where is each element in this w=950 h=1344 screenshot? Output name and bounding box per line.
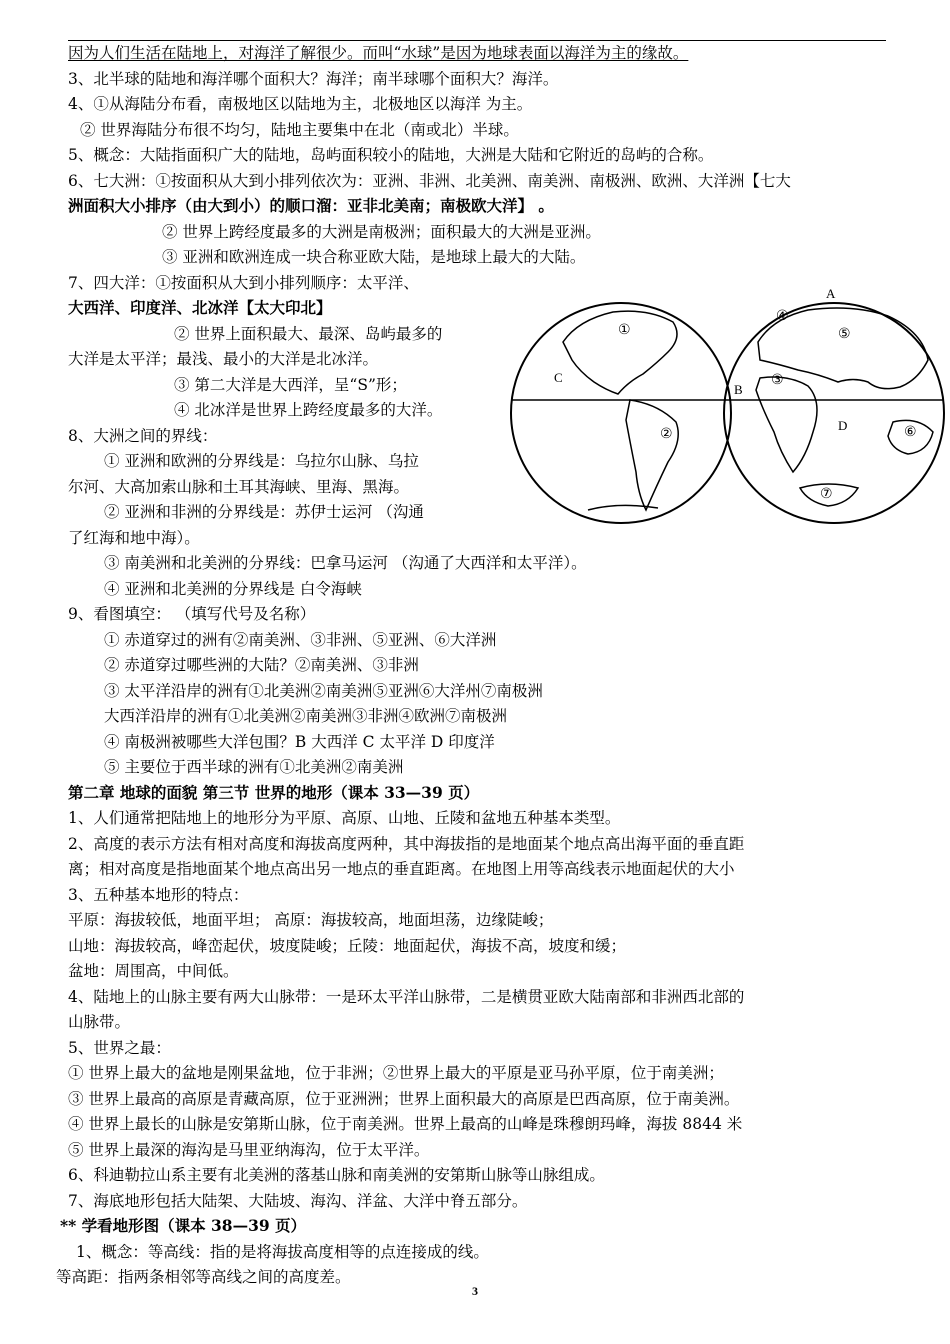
eastern-hemisphere bbox=[724, 303, 944, 523]
text-line: ① 赤道穿过的洲有②南美洲、③非洲、⑤亚洲、⑥大洋洲 bbox=[104, 631, 497, 649]
text-line: 3、五种基本地形的特点： bbox=[68, 886, 249, 904]
text-line: 等高距：指两条相邻等高线之间的高度差。 bbox=[56, 1268, 351, 1286]
text-line: 大西洋、印度洋、北冰洋【太大印北】 bbox=[68, 298, 332, 317]
text-line: ⑤ 主要位于西半球的洲有①北美洲②南美洲 bbox=[104, 758, 404, 776]
text-line: ③ 第二大洋是大西洋，呈“S”形； bbox=[174, 376, 407, 394]
text-line: 尔河、大高加索山脉和土耳其海峡、里海、黑海。 bbox=[68, 478, 410, 496]
text-line: ② 赤道穿过哪些洲的大陆？②南美洲、③非洲 bbox=[104, 656, 419, 674]
text-line: ③ 南美洲和北美洲的分界线：巴拿马运河 （沟通了大西洋和太平洋）。 bbox=[104, 554, 587, 572]
text-line: 1、概念：等高线：指的是将海拔高度相等的点连接成的线。 bbox=[76, 1243, 489, 1261]
page-number: 3 bbox=[472, 1284, 478, 1298]
text-line: 9、看图填空： （填写代号及名称） bbox=[68, 605, 316, 623]
text-line: 大洋是太平洋；最浅、最小的大洋是北冰洋。 bbox=[68, 350, 379, 368]
label-c: C bbox=[554, 370, 563, 385]
text-line: 第二章 地球的面貌 第三节 世界的地形（课本 33—39 页） bbox=[68, 783, 480, 802]
text-line: 盆地：周围高，中间低。 bbox=[68, 962, 239, 980]
text-line: ③ 世界上最高的高原是青藏高原，位于亚洲洲；世界上面积最大的高原是巴西高原，位于南美洲。 bbox=[68, 1090, 740, 1108]
marker-2: ② bbox=[660, 426, 673, 442]
label-d: D bbox=[838, 418, 848, 433]
text-line: 山脉带。 bbox=[68, 1013, 131, 1031]
marker-4: ④ bbox=[776, 308, 789, 324]
marker-5: ⑤ bbox=[838, 326, 851, 342]
text-line: ④ 北冰洋是世界上跨经度最多的大洋。 bbox=[174, 401, 443, 419]
text-line: 5、世界之最： bbox=[68, 1039, 171, 1057]
text-line: 5、概念：大陆指面积广大的陆地，岛屿面积较小的陆地，大洲是大陆和它附近的岛屿的合称。 bbox=[68, 146, 714, 164]
south-america-outline bbox=[626, 400, 678, 510]
africa-outline bbox=[756, 377, 817, 472]
text-line: ① 亚洲和欧洲的分界线是：乌拉尔山脉、乌拉 bbox=[104, 452, 419, 470]
text-line: 了红海和地中海）。 bbox=[68, 529, 200, 547]
text-line: 8、大洲之间的界线： bbox=[68, 427, 218, 445]
marker-1: ① bbox=[618, 322, 631, 338]
marker-3: ③ bbox=[771, 372, 784, 388]
text-line: 离；相对高度是指地面某个地点高出另一地点的垂直距离。在地图上用等高线表示地面起伏的大小 bbox=[68, 860, 735, 878]
text-line: 因为人们生活在陆地上，对海洋了解很少。而叫“水球”是因为地球表面以海洋为主的缘故。 bbox=[68, 44, 689, 62]
text-line: 6、科迪勒拉山系主要有北美洲的落基山脉和南美洲的安第斯山脉等山脉组成。 bbox=[68, 1166, 605, 1184]
text-line: ⑤ 世界上最深的海沟是马里亚纳海沟，位于太平洋。 bbox=[68, 1141, 430, 1159]
text-line: ② 世界海陆分布很不均匀，陆地主要集中在北（南或北）半球。 bbox=[80, 121, 519, 139]
text-line: 平原：海拔较低，地面平坦； 高原：海拔较高，地面坦荡，边缘陡峻； bbox=[68, 911, 554, 929]
text-line: ③ 亚洲和欧洲连成一块合称亚欧大陆，是地球上最大的大陆。 bbox=[162, 248, 586, 266]
text-line: 山地：海拔较高，峰峦起伏，坡度陡峻；丘陵：地面起伏，海拔不高，坡度和缓； bbox=[68, 937, 627, 955]
text-line: 7、海底地形包括大陆架、大陆坡、海沟、洋盆、大洋中脊五部分。 bbox=[68, 1192, 528, 1210]
text-line: ④ 南极洲被哪些大洋包围？B 大西洋 C 太平洋 D 印度洋 bbox=[104, 733, 495, 751]
text-line: 6、七大洲：①按面积从大到小排列依次为：亚洲、非洲、北美洲、南美洲、南极洲、欧洲、大洋洲【七大 bbox=[68, 172, 791, 190]
text-line: ① 世界上最大的盆地是刚果盆地，位于非洲；②世界上最大的平原是亚马孙平原，位于南美洲； bbox=[68, 1064, 724, 1082]
text-line: 1、人们通常把陆地上的地形分为平原、高原、山地、丘陵和盆地五种基本类型。 bbox=[68, 809, 621, 827]
world-map-figure bbox=[508, 282, 950, 544]
text-line: 3、北半球的陆地和海洋哪个面积大？海洋；南半球哪个面积大？海洋。 bbox=[68, 70, 559, 88]
marker-6: ⑥ bbox=[904, 424, 917, 440]
text-line: 洲面积大小排序（由大到小）的顺口溜：亚非北美南；南极欧大洋】 。 bbox=[68, 196, 554, 215]
marker-7: ⑦ bbox=[820, 486, 833, 502]
text-line: ② 世界上面积最大、最深、岛屿最多的 bbox=[174, 325, 443, 343]
text-line: 大西洋沿岸的洲有①北美洲②南美洲③非洲④欧洲⑦南极洲 bbox=[104, 707, 508, 725]
label-a: A bbox=[826, 286, 836, 301]
text-line: 4、陆地上的山脉主要有两大山脉带：一是环太平洋山脉带，二是横贯亚欧大陆南部和非洲西北部的 bbox=[68, 988, 745, 1006]
header-rule bbox=[68, 40, 886, 41]
text-line: 4、①从海陆分布看，南极地区以陆地为主，北极地区以海洋 为主。 bbox=[68, 95, 533, 113]
text-line: ④ 亚洲和北美洲的分界线是 白令海峡 bbox=[104, 580, 362, 598]
text-line: ** 学看地形图（课本 38—39 页） bbox=[60, 1216, 307, 1235]
text-line: ③ 太平洋沿岸的洲有①北美洲②南美洲⑤亚洲⑥大洋州⑦南极洲 bbox=[104, 682, 543, 700]
text-line: 2、高度的表示方法有相对高度和海拔高度两种，其中海拔指的是地面某个地点高出海平面的垂直距 bbox=[68, 835, 745, 853]
text-line: ② 世界上跨经度最多的大洲是南极洲；面积最大的大洲是亚洲。 bbox=[162, 223, 601, 241]
text-line: 7、四大洋：①按面积从大到小排列顺序：太平洋、 bbox=[68, 274, 419, 292]
text-line: ② 亚洲和非洲的分界线是：苏伊士运河 （沟通 bbox=[104, 503, 424, 521]
label-b: B bbox=[734, 382, 743, 397]
text-line: ④ 世界上最长的山脉是安第斯山脉，位于南美洲。世界上最高的山峰是珠穆朗玛峰，海拔 8844 米 bbox=[68, 1115, 743, 1133]
